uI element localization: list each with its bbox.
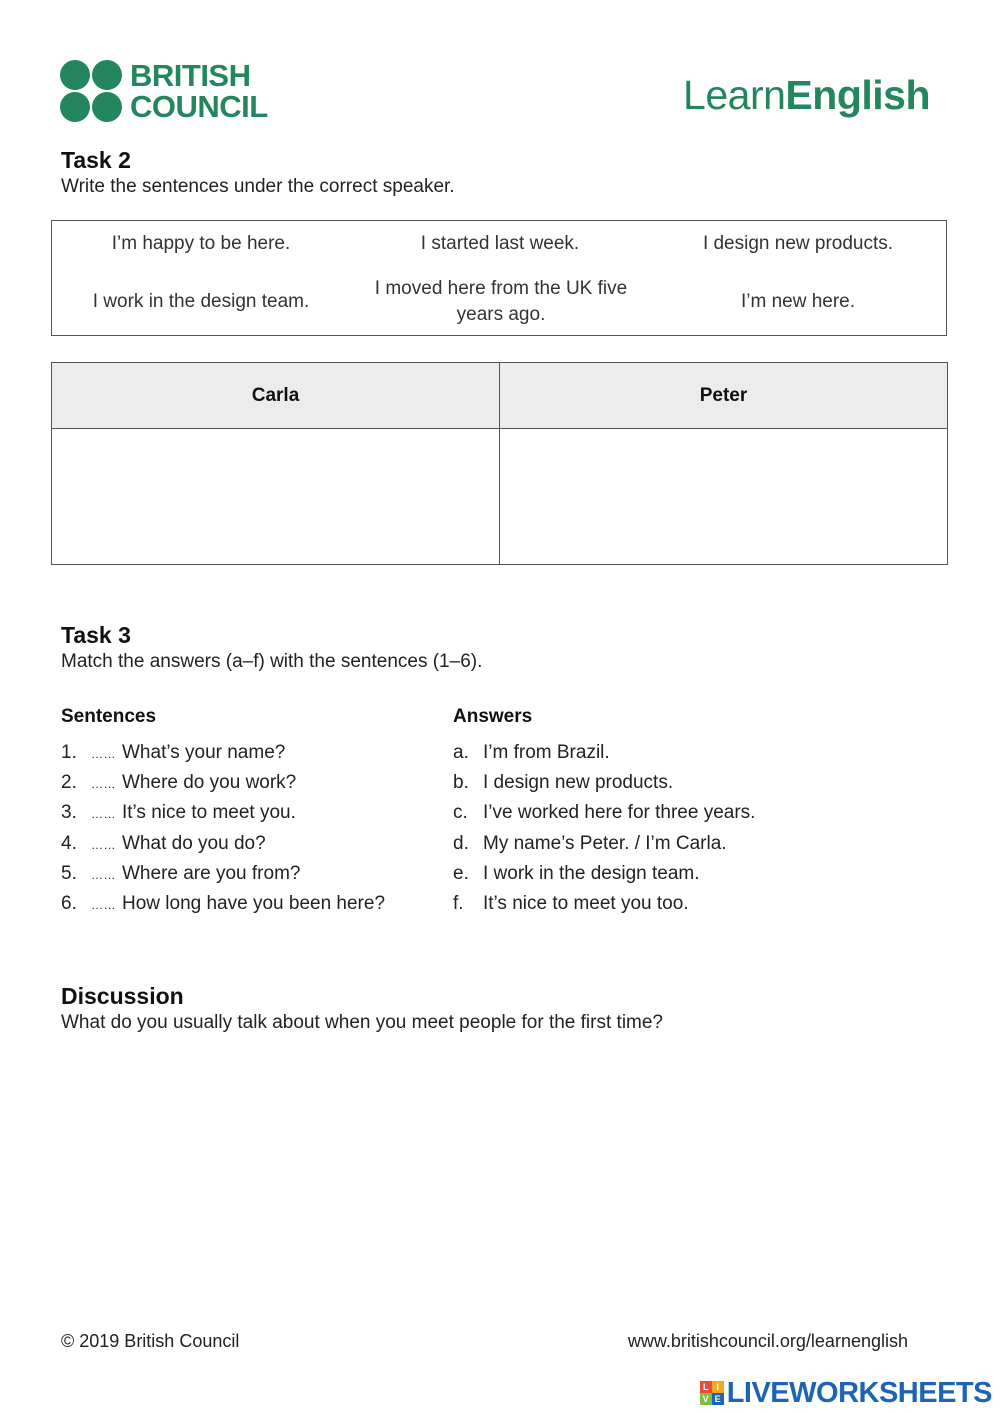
- task2-heading: [61, 147, 455, 198]
- british-council-logo: [60, 60, 280, 124]
- discussion-section: [61, 983, 663, 1034]
- answer-blank[interactable]: ……: [91, 807, 116, 822]
- footer-url[interactable]: www.britishcouncil.org/learnenglish: [627, 1331, 908, 1351]
- english-word: English: [785, 72, 930, 118]
- sentence-item[interactable]: I’m happy to be here.: [111, 233, 291, 254]
- discussion-question: What do you usually talk about when you meet people for the first time?: [61, 1012, 663, 1033]
- speaker-table: [51, 362, 948, 565]
- sentence-item[interactable]: I’m new here.: [740, 291, 856, 312]
- list-item: b. I design new products.: [453, 772, 674, 794]
- sentences-title: Sentences: [61, 706, 157, 727]
- sentence-item[interactable]: I work in the design team.: [92, 291, 310, 312]
- liveworksheets-logo: [700, 1376, 992, 1410]
- bc-logo-line2: COUNCIL: [130, 89, 268, 124]
- sentences-list: [61, 738, 385, 919]
- learnenglish-logo: [683, 72, 930, 119]
- task3-instruction: Match the answers (a–f) with the sentences (1–6).: [61, 651, 483, 672]
- liveworksheets-icon: L I V E: [700, 1381, 724, 1405]
- list-item: 5. …… Where are you from?: [61, 859, 385, 889]
- list-item: e. I work in the design team.: [453, 862, 700, 884]
- task3-title: Task 3: [61, 622, 131, 648]
- liveworksheets-text: LIVEWORKSHEETS: [726, 1376, 992, 1409]
- speaker-peter-header: Peter: [500, 363, 947, 429]
- task2-title: Task 2: [61, 147, 131, 173]
- peter-drop-zone[interactable]: [500, 429, 947, 564]
- list-item: a. I’m from Brazil.: [453, 742, 610, 763]
- speaker-carla-header: Carla: [52, 363, 499, 429]
- learn-word: Learn: [683, 72, 786, 118]
- answer-blank[interactable]: ……: [91, 837, 116, 852]
- list-item: d. My name’s Peter. / I’m Carla.: [453, 832, 727, 854]
- answer-blank[interactable]: ……: [91, 897, 116, 912]
- sentence-box: [51, 220, 947, 336]
- list-item: 2. …… Where do you work?: [61, 768, 385, 798]
- list-item: 3. …… It’s nice to meet you.: [61, 798, 385, 828]
- list-item: 4. …… What do you do?: [61, 829, 385, 859]
- column-divider: [499, 363, 500, 564]
- list-item: f. It’s nice to meet you too.: [453, 892, 689, 914]
- sentence-item[interactable]: I design new products.: [702, 233, 894, 254]
- answers-list: [453, 738, 755, 919]
- british-council-dots-icon: [60, 60, 122, 122]
- answer-blank[interactable]: ……: [91, 777, 116, 792]
- answer-blank[interactable]: ……: [91, 747, 116, 761]
- sentence-item[interactable]: I started last week.: [420, 233, 580, 254]
- list-item: 6. …… How long have you been here?: [61, 889, 385, 919]
- copyright: © 2019 British Council: [61, 1331, 240, 1351]
- answers-title: Answers: [453, 706, 533, 727]
- task2-instruction: Write the sentences under the correct speaker.: [61, 176, 455, 197]
- list-item: c. I’ve worked here for three years.: [453, 802, 756, 824]
- task3-heading: [61, 622, 482, 673]
- answer-blank[interactable]: ……: [91, 867, 116, 882]
- discussion-title: Discussion: [61, 983, 184, 1009]
- bc-logo-line1: BRITISH: [130, 58, 251, 93]
- list-item: 1. …… What’s your name?: [61, 738, 385, 768]
- carla-drop-zone[interactable]: [52, 429, 499, 564]
- sentence-item[interactable]: I moved here from the UK five years ago.: [374, 278, 628, 325]
